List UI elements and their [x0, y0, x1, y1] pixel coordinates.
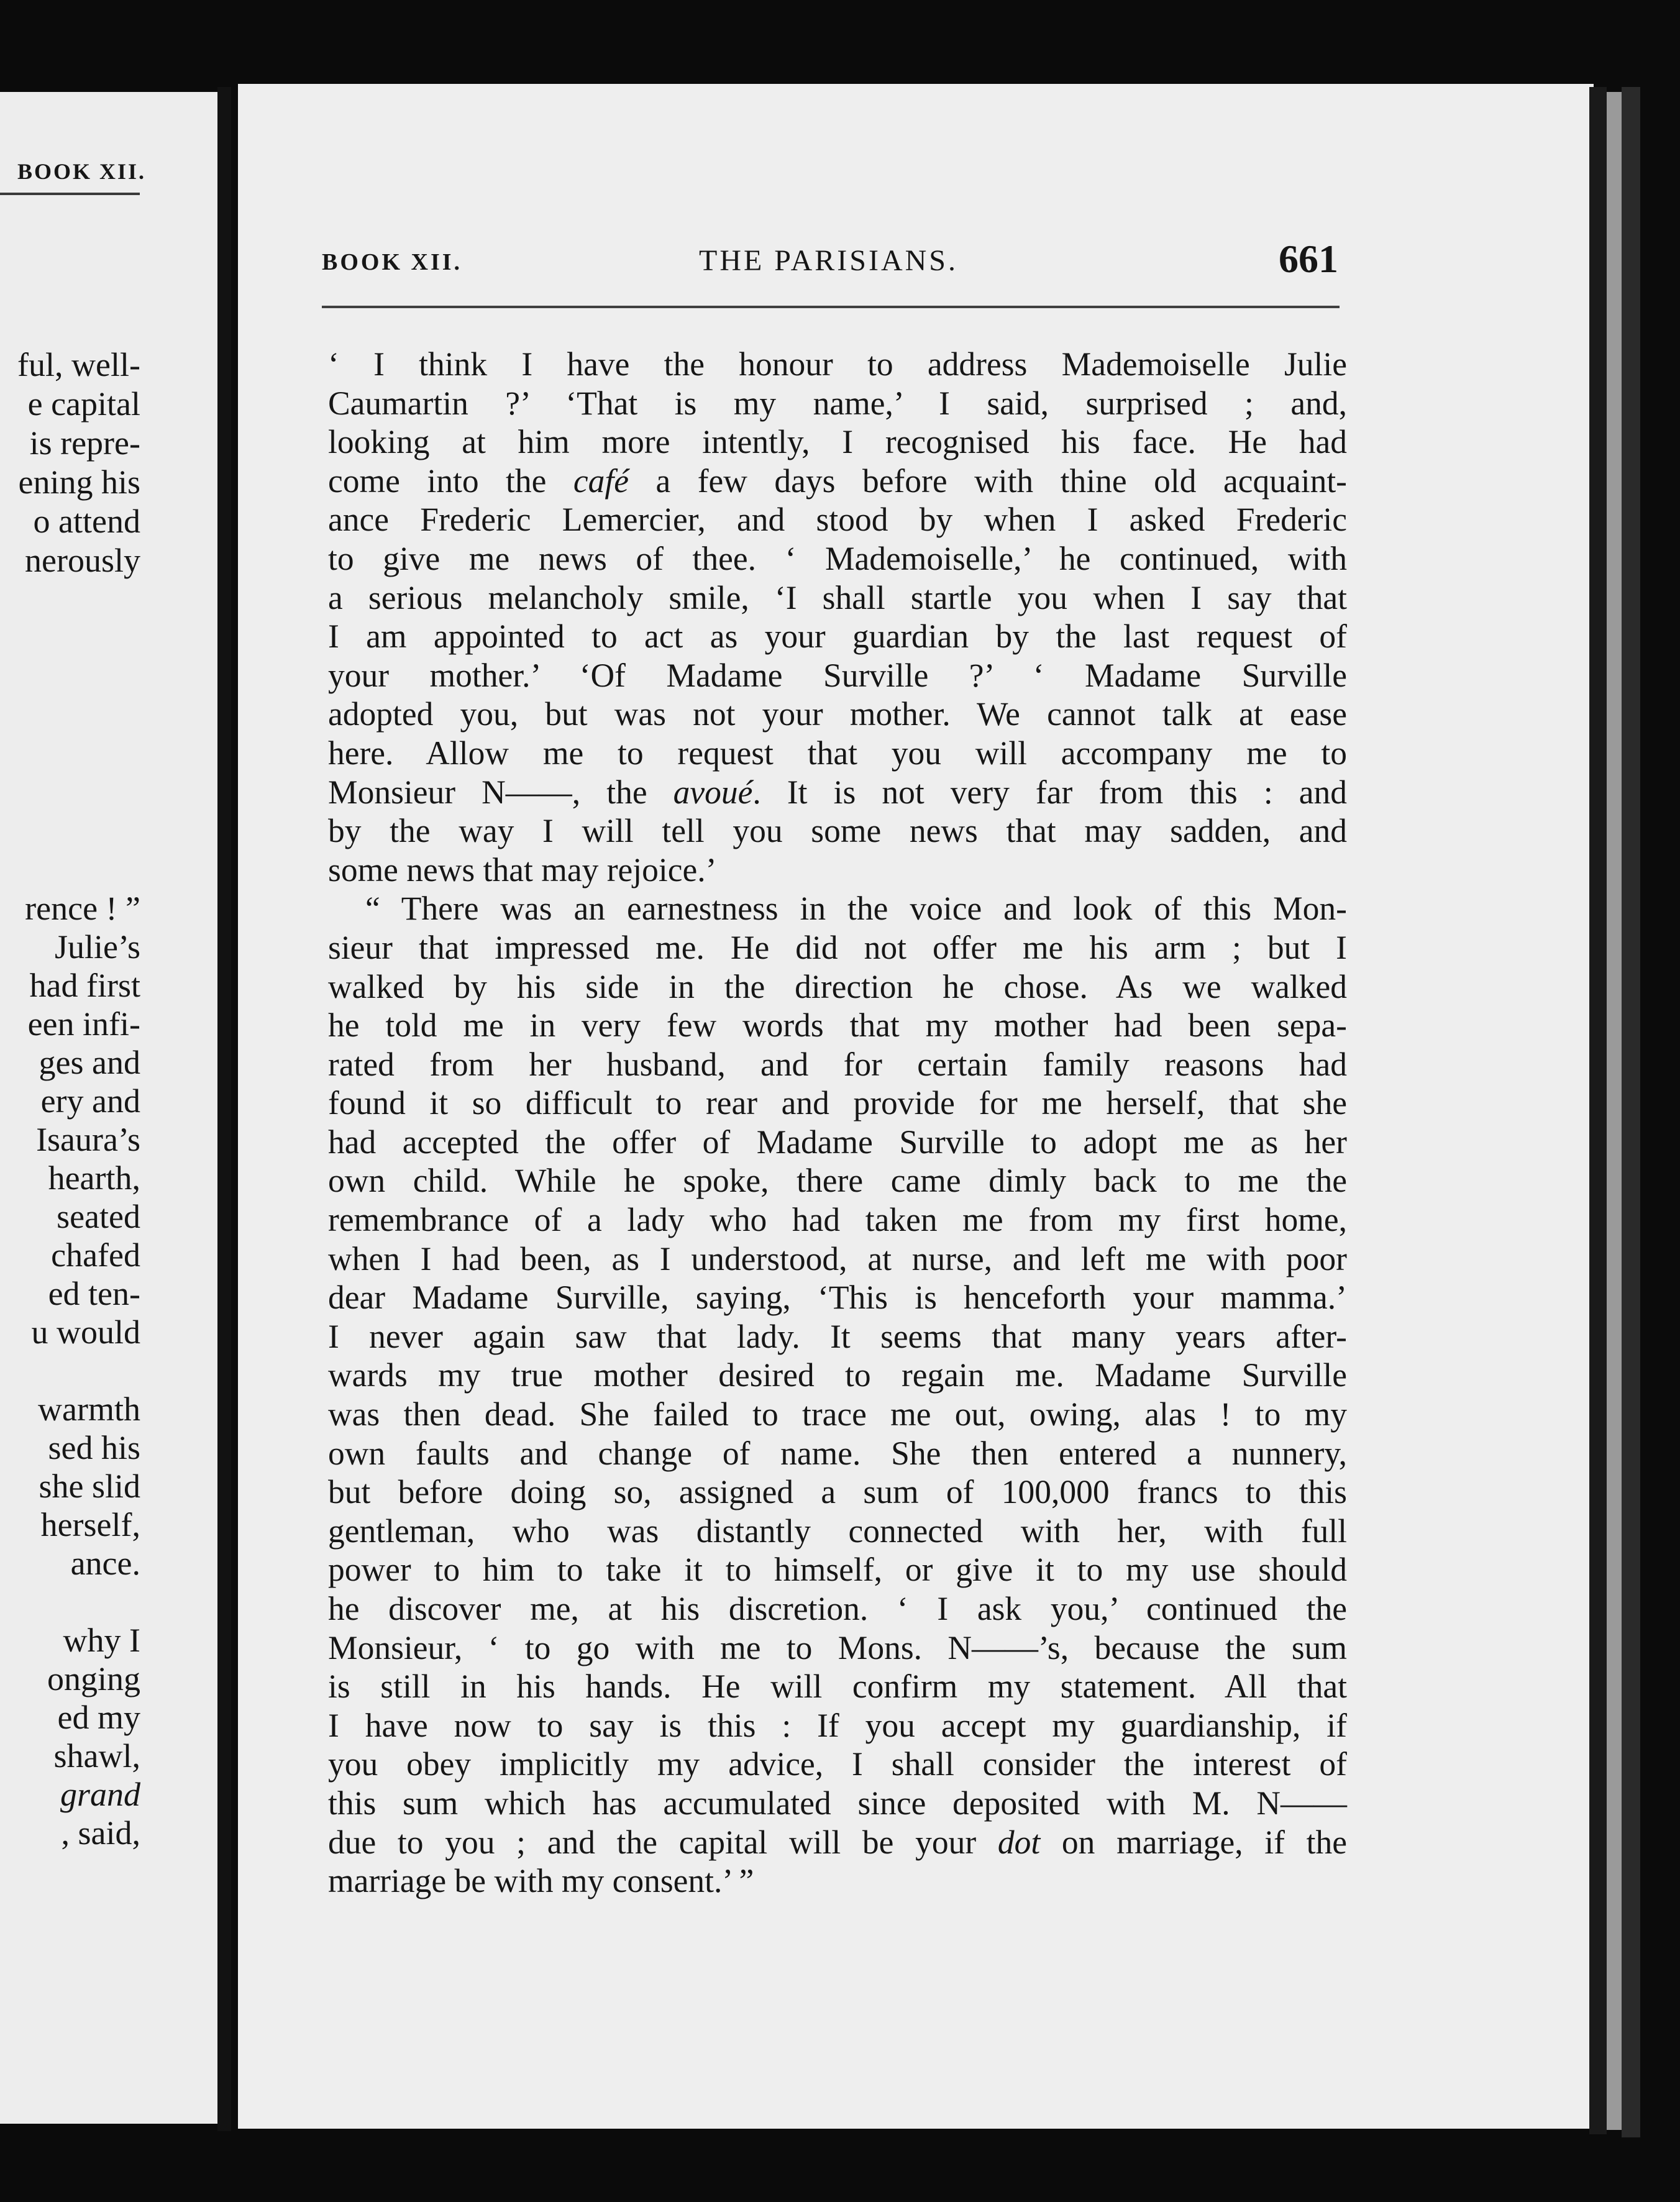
left-running-head: BOOK XII.	[17, 159, 147, 184]
left-text-line: sed his	[48, 1429, 140, 1466]
left-text-line: shawl,	[53, 1737, 140, 1775]
left-text-line: had first	[29, 967, 140, 1004]
text-line: “ There was an earnestness in the voice and look of this Mon-	[365, 890, 1347, 928]
text-line: sieur that impressed me. He did not offer me his arm ; but I	[328, 928, 1347, 966]
text-line: Monsieur, ‘ to go with me to Mons. N——’s, because the sum	[328, 1629, 1347, 1666]
left-text-line: warmth	[38, 1391, 140, 1428]
text-line: adopted you, but was not your mother. We cannot talk at ease	[328, 695, 1347, 733]
left-text-line: onging	[47, 1660, 140, 1697]
text-line: wards my true mother desired to regain me. Madame Surville	[328, 1356, 1347, 1394]
text-line: gentleman, who was distantly connected with her, with full	[328, 1512, 1347, 1550]
text-line: here. Allow me to request that you will accompany me to	[328, 734, 1347, 772]
text-line: walked by his side in the direction he chose. As we walked	[328, 967, 1347, 1005]
left-text-line: ening his	[18, 464, 140, 501]
text-line: Monsieur N——, the avoué. It is not very far from this : and	[328, 773, 1347, 811]
text-line: marriage be with my consent.’ ”	[328, 1862, 754, 1900]
text-line: had accepted the offer of Madame Surville to adopt me as her	[328, 1123, 1347, 1161]
text-line: remembrance of a lady who had taken me from my first home,	[328, 1201, 1347, 1239]
text-line: ance Frederic Lemercier, and stood by when I asked Frederic	[328, 501, 1347, 539]
book-gutter	[217, 87, 231, 2131]
left-text-line: chafed	[51, 1236, 140, 1274]
left-text-line: u would	[31, 1313, 140, 1351]
text-line: ‘ I think I have the honour to address Mademoiselle Julie	[328, 345, 1347, 383]
left-text-line: e capital	[27, 385, 140, 423]
text-line: a serious melancholy smile, ‘I shall startle you when I say that	[328, 578, 1347, 616]
left-header-rule	[0, 193, 140, 195]
left-text-line: ful, well-	[17, 346, 140, 383]
text-line: is still in his hands. He will confirm my statement. All that	[328, 1668, 1347, 1706]
text-line: due to you ; and the capital will be your dot on marriage, if the	[328, 1823, 1348, 1861]
left-text-line: hearth,	[48, 1159, 140, 1197]
text-line: looking at him more intently, I recognised his face. He had	[328, 423, 1347, 461]
page-number: 661	[1279, 237, 1338, 281]
left-text-line: why I	[63, 1622, 140, 1659]
text-line: found it so difficult to rear and provide for me herself, that she	[328, 1084, 1347, 1122]
left-text-line: seated	[57, 1198, 140, 1235]
left-text-line: grand	[60, 1776, 140, 1813]
left-text-line: ed ten-	[48, 1275, 140, 1312]
left-text-line: ges and	[39, 1044, 140, 1081]
header-rule	[322, 306, 1340, 308]
left-text-line: o attend	[33, 503, 140, 540]
text-line: own faults and change of name. She then entered a nunnery,	[328, 1434, 1347, 1472]
text-line: when I had been, as I understood, at nurse, and left me with poor	[328, 1240, 1347, 1277]
left-text-line: een infi-	[27, 1005, 140, 1043]
left-text-line: ery and	[40, 1082, 140, 1120]
text-line: to give me news of thee. ‘ Mademoiselle,’ he continued, with	[328, 539, 1347, 577]
left-text-line: is repre-	[29, 424, 140, 462]
left-text-line: rence ! ”	[25, 890, 140, 927]
page-edge-outer	[1622, 87, 1640, 2137]
text-line: power to him to take it to himself, or give it to my use should	[328, 1551, 1347, 1589]
text-line: he discover me, at his discretion. ‘ I ask you,’ continued the	[328, 1590, 1347, 1627]
text-line: some news that may rejoice.’	[328, 851, 717, 889]
left-text-line: ance.	[70, 1545, 140, 1582]
body-text	[328, 345, 1347, 1901]
left-text-line: herself,	[40, 1506, 140, 1543]
italic-word: dot	[997, 1823, 1041, 1861]
page-edge-stack	[1607, 92, 1622, 2130]
text-line: was then dead. She failed to trace me out, owing, alas ! to my	[328, 1396, 1347, 1433]
page-title: THE PARISIANS.	[699, 244, 958, 277]
italic-word: café	[573, 462, 629, 500]
left-text-line: nerously	[25, 542, 140, 579]
left-text-line: Isaura’s	[36, 1121, 140, 1158]
page-edge-shadow	[1589, 87, 1607, 2134]
text-line: Caumartin ?’ ‘That is my name,’ I said, surprised ; and,	[328, 384, 1347, 422]
italic-word: avoué	[673, 773, 753, 811]
text-line: you obey implicitly my advice, I shall consider the interest of	[328, 1745, 1347, 1783]
text-line: rated from her husband, and for certain family reasons had	[328, 1045, 1347, 1083]
text-line: own child. While he spoke, there came dimly back to me the	[328, 1162, 1347, 1200]
text-line: I never again saw that lady. It seems that many years after-	[328, 1317, 1347, 1355]
text-line: your mother.’ ‘Of Madame Surville ?’ ‘ Madame Surville	[328, 656, 1347, 694]
left-text-line: Julie’s	[54, 928, 140, 966]
text-line: but before doing so, assigned a sum of 100,000 francs to this	[328, 1473, 1347, 1511]
left-text-line: ed my	[57, 1699, 140, 1736]
text-line: dear Madame Surville, saying, ‘This is henceforth your mamma.’	[328, 1279, 1347, 1317]
text-line: come into the café a few days before with thine old acquaint-	[328, 462, 1347, 500]
text-line: by the way I will tell you some news that may sadden, and	[328, 812, 1347, 850]
running-head: BOOK XII.	[322, 249, 463, 275]
left-text-line: she slid	[39, 1468, 140, 1505]
text-line: I am appointed to act as your guardian by the last request of	[328, 618, 1347, 656]
text-line: I have now to say is this : If you accept my guardianship, if	[328, 1706, 1347, 1744]
text-line: this sum which has accumulated since deposited with M. N——	[328, 1784, 1347, 1822]
text-line: he told me in very few words that my mother had been sepa-	[328, 1007, 1347, 1044]
left-text-line: , said,	[61, 1814, 140, 1852]
